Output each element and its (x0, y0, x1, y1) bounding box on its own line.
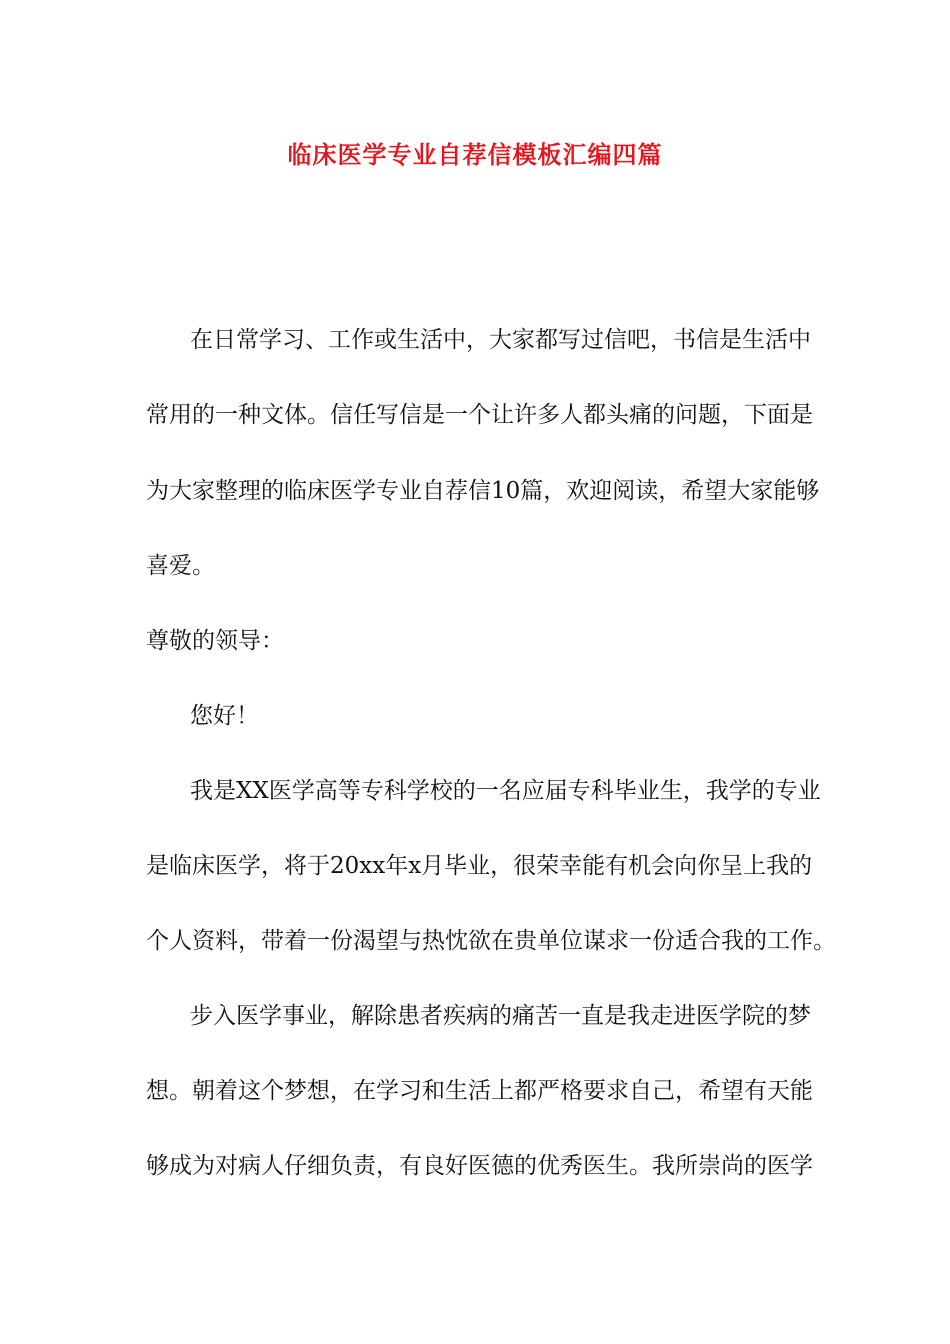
paragraph-line: 是临床医学，将于20xx年x月毕业，很荣幸能有机会向你呈上我的 (146, 853, 813, 879)
paragraph-line: 个人资料，带着一份渴望与热忱欲在贵单位谋求一份适合我的工作。 (146, 928, 836, 954)
salutation: 尊敬的领导： (146, 628, 284, 654)
paragraph-line: 常用的一种文体。信任写信是一个让许多人都头痛的问题，下面是 (146, 402, 813, 428)
paragraph-line: 步入医学事业，解除患者疾病的痛苦一直是我走进医学院的梦 (190, 1003, 811, 1029)
paragraph-line: 我是XX医学高等专科学校的一名应届专科毕业生，我学的专业 (190, 778, 821, 804)
paragraph-line: 在日常学习、工作或生活中，大家都写过信吧，书信是生活中 (190, 327, 811, 353)
greeting: 您好！ (190, 703, 259, 729)
paragraph-line: 为大家整理的临床医学专业自荐信10篇，欢迎阅读，希望大家能够 (146, 478, 820, 504)
document-title: 临床医学专业自荐信模板汇编四篇 (287, 140, 663, 169)
paragraph-line: 想。朝着这个梦想，在学习和生活上都严格要求自己，希望有天能 (146, 1078, 813, 1104)
paragraph-line: 喜爱。 (146, 553, 215, 579)
paragraph-line: 够成为对病人仔细负责，有良好医德的优秀医生。我所崇尚的医学 (146, 1153, 813, 1179)
